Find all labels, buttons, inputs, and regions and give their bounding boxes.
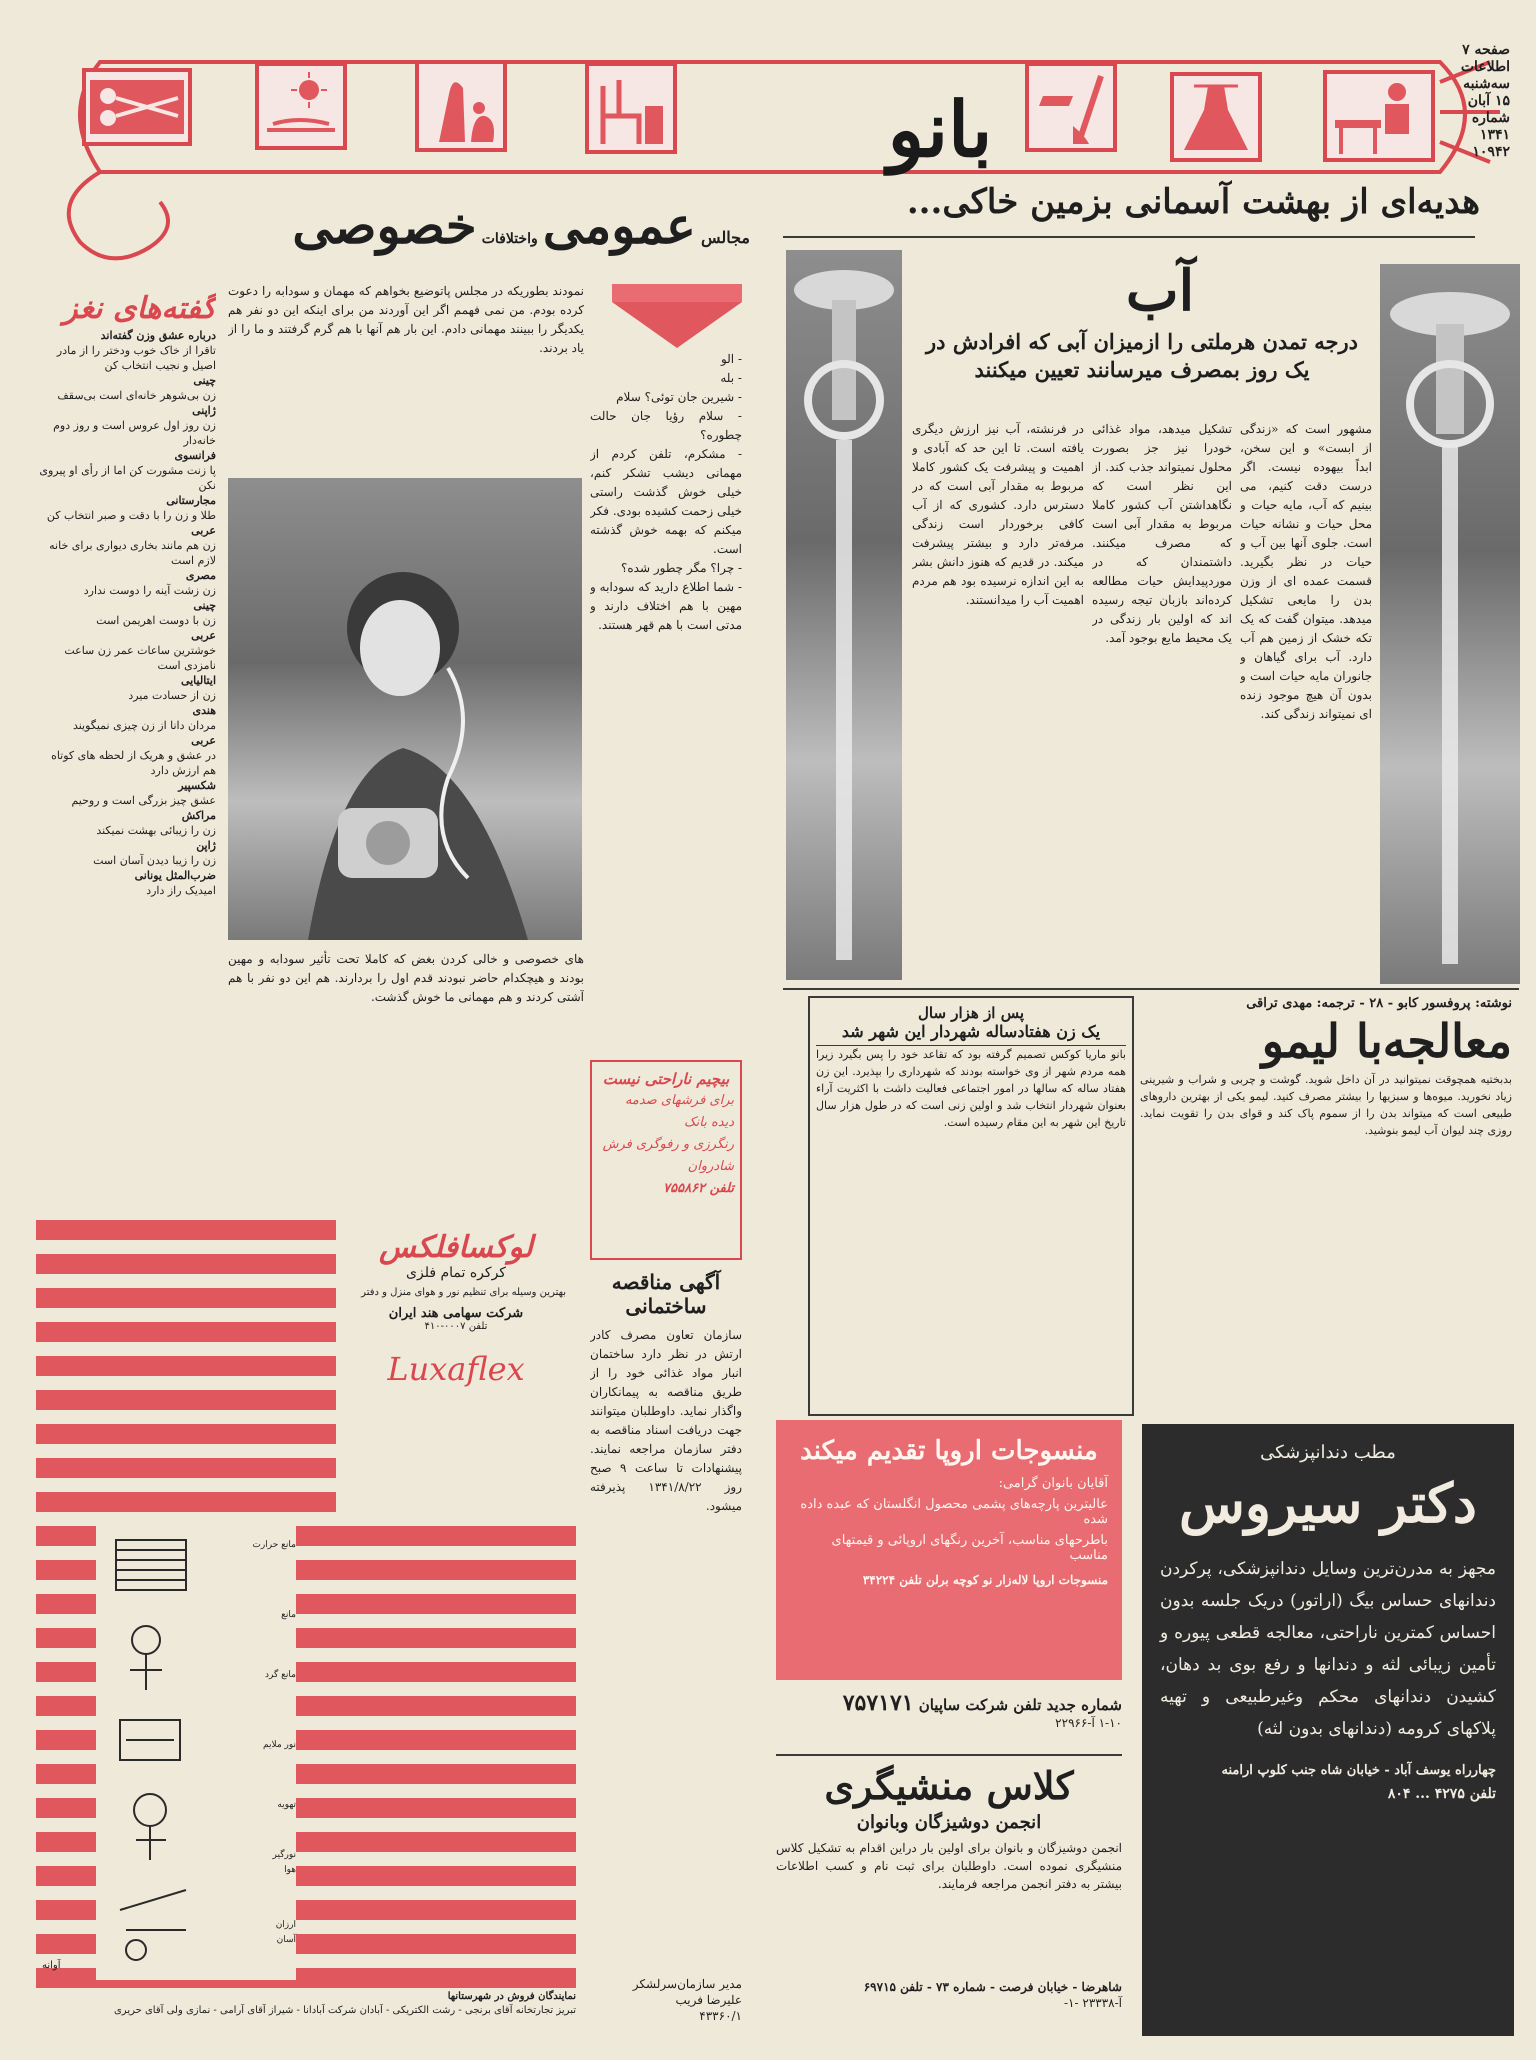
- mayor-title-1: پس از هزار سال: [917, 1004, 1024, 1022]
- luxaflex-caption: نور ملایم: [262, 1740, 296, 1750]
- saying-item: چینی زن با دوست اهریمن است: [96, 599, 216, 627]
- tender-subtitle: ساختمانی: [625, 1294, 707, 1318]
- tender-sign: مدیر سازمان‌سرلشکر علیرضا فریب ۴۳۳۶۰/۱: [632, 1977, 742, 2023]
- mayor-article: [808, 996, 1134, 1416]
- mayor-title-2: یک زن هفتادساله شهردار این شهر شد: [816, 1022, 1126, 1046]
- luxaflex-caption: تهویه: [277, 1800, 296, 1810]
- lemon-article: [1140, 996, 1512, 1416]
- luxaflex-caption: مانع حرارت: [252, 1540, 296, 1550]
- mayor-body: بانو ماریا کوکس تصمیم گرفته بود که تقاعد خود را پس بگیرد زیرا همه مردم شهر از وی خواسته بودند که شهرداری را بپذیرد. این زن هفتاد ساله که سالها در امور اجتماعی فعالیت داشت با اکثریت آراء بعنوان شهردار انتخاب شد و اولین زنی است که در طول هزار سال تاریخ این شهر به این مقام رسیده است.: [816, 1048, 1126, 1129]
- secretary-body: انجمن دوشیزگان و بانوان برای اولین بار دراین اقدام به تشکیل کلاس منشیگری نموده است. داوطلبان برای ثبت نام و کسب اطلاعات بیشتر به دفتر انجمن مراجعه فرمایند.: [776, 1841, 1122, 1891]
- issue-meta: صفحه ۷ اطلاعات سه‌شنبه ۱۵ آبان شماره ۱۳۴۱ ۱۰۹۴۲: [1460, 42, 1510, 160]
- saying-item: ایتالیایی زن از حسادت میرد: [128, 674, 216, 702]
- phone-notice: شماره جدید تلفن شرکت ساپیان ۷۵۷۱۷۱ ۱-۱۰ آ-۲۲۹۶۶: [776, 1690, 1122, 1756]
- tender-body: سازمان تعاون مصرف کادر ارتش در نظر دارد ساختمان انبار مواد غذائی خود را از طریق مناقصه به پیمانکاران واگذار نماید. داوطلبان میتوانند جهت دریافت اسناد مناقصه به دفتر سازمان مراجعه نمایند. پیشنهادات تا ساعت ۹ صبح روز ۱۳۴۱/۸/۲۲ پذیرفته میشود.: [590, 1328, 742, 1513]
- masthead-title: بانو: [887, 85, 993, 174]
- saying-item: ژاپنی زن روز اول عروس است و روز دوم خانه‌دار: [53, 404, 216, 447]
- telephone-woman-photo: [228, 478, 582, 940]
- pink-arrow-banner: [612, 284, 742, 302]
- dentist-ad: مطب دندانپزشکی دکتر سیروس مجهز به مدرن‌ترین وسایل دندانپزشکی، پرکردن دندانهای حساس بیگ (اراتور) دریک جلسه بدون احساس کمترین ناراحتی، معالجه قطعی پیوره و تأمین زیبائی لثه و دندانها و رفع بوی بد دهان، کشیدن دندانهای محکم وغیرطبیعی و تهیه پلاکهای کرومه (دندانهای بدون لثه) چهارراه یوسف آباد - خیابان شاه جنب کلوپ ارامنه تلفن ۴۲۷۵ ... ۸۰۴: [1142, 1424, 1514, 2036]
- secretary-footer: شاهرضا - خیابان فرصت - شماره ۷۳ - تلفن ۶۹۷۱۵ آ-۲۳۳۳۸ -۱-: [863, 1980, 1122, 2010]
- saying-item: شکسپیر عشق چیز بزرگی است و روحیم: [71, 779, 216, 807]
- sunbathing-icon: [255, 62, 347, 150]
- narrative-col-wide: های خصوصی و خالی کردن بغض که کاملا تحت تأثیر سودابه و مهین بودند و هیچکدام حاضر نبودند قدم اول را بردارند. هم این دو نفر با هم آشتی کردند و هم مهمانی ما خوش گذشت.: [228, 952, 584, 1004]
- saying-item: مصری زن زشت آینه را دوست ندارد: [83, 569, 216, 597]
- sayings-box: [36, 290, 216, 1195]
- sayings-list: [36, 328, 216, 898]
- water-title: آب: [1125, 258, 1195, 324]
- saying-item: عربی در عشق و هریک از لحظه های کوتاه هم ارزش دارد: [51, 734, 216, 777]
- saying-item: چینی زن بی‌شوهر خانه‌ای است بی‌سقف: [57, 374, 216, 402]
- header-small-2: واختلافات: [481, 231, 538, 247]
- secretary-subtitle: انجمن دوشیزگان وبانوان: [856, 1812, 1042, 1833]
- ironing-icon: [1025, 62, 1117, 152]
- divider: [783, 236, 1475, 238]
- saying-item: ضرب‌المثل یونانی امیدیک راز دارد: [134, 869, 216, 897]
- saying-item: عربی زن هم مانند بخاری دیواری برای خانه لازم است: [49, 524, 216, 567]
- narrative-col-left: - الو - بله - شیرین جان توئی؟ سلام - سلام رؤیا جان حالت چطوره؟ - مشکرم، تلفن کردم از مهمانی دیشب تشکر کنم، خیلی خوش گذشت راستی خیلی زحمت کشیده بودی. فکر میکنم که بهمه خوش گذشته است. - چرا؟ مگر چطور شده؟ - شما اطلاع دارید که سودابه و مهین با هم اختلاف دارند و مدتی است با هم قهر هستند.: [590, 352, 742, 632]
- lemon-byline: نوشته: پروفسور کابو - ۲۸ - ترجمه: مهدی تراقی: [1246, 996, 1512, 1011]
- saying-item: فرانسوی پا زنت مشورت کن اما از رأی او پیروی نکن: [39, 449, 216, 492]
- water-subtitle: درجه تمدن هرملتی را ازمیزان آبی که افرادش در یک روز بمصرف میرسانند تعیین میکنند: [926, 329, 1358, 382]
- secretary-title: کلاس منشیگری: [824, 1763, 1074, 1808]
- water-col-1: مشهور است که «زندگی از ابست» و این سخن، ابداً بیهوده نیست. اگر درست دقت کنیم، می بینیم که آب، مایه حیات و محل حیات و نشانه حیات است. جلوی آنها بین آب و حیات در نظر بگیرید. قسمت عمده ای از وزن بدن را مایعی تشکیل میدهد. میتوان گفت که یک تکه خشک از زمین هم آب دارد. آب برای گیاهان و جانوران مایه حیات است و بدون آن هیچ موجود زنده ای نمیتواند زندگی کند.: [1240, 422, 1372, 721]
- luxaflex-caption: مانع گرد: [265, 1670, 296, 1680]
- saying-item: عربی خوشترین ساعات عمر زن ساعت نامزدی است: [64, 629, 216, 672]
- dress-icon: [1170, 72, 1262, 162]
- luxaflex-info-panel: لوکسافلکس کرکره تمام فلزی بهترین وسیله برای تنظیم نور و هوای منزل و دفتر شرکت سهامی هند ایران تلفن ۰۰۰۷-۴۱۰ Luxaflex: [336, 1220, 576, 1520]
- saying-item: مراکش زن را زیبائی بهشت نمیکند: [96, 809, 216, 837]
- divider: [783, 988, 1519, 990]
- saying-item: درباره عشق وزن گفته‌اند تاقرا از خاک خوب ودختر را از مادر اصیل و نجیب انتخاب کن: [56, 329, 216, 372]
- saying-item: هندی مردان دانا از زن چیزی نمیگویند: [72, 704, 216, 732]
- woman-cat-icon: [415, 60, 507, 152]
- section-header: [230, 196, 750, 266]
- chair-woman-icon: [585, 62, 677, 154]
- red-carpet-ad: بیچیم ناراحتی نیست برای فرشهای صدمه دیده بانک رنگرزی و رفوگری فرش شادروان تلفن ۷۵۵۸۶۲: [590, 1060, 742, 1260]
- luxaflex-caption: هوا: [284, 1865, 296, 1875]
- luxaflex-ad: [36, 1220, 576, 2050]
- textile-ad: منسوجات اروپا تقدیم میکند آقایان بانوان گرامی: عالیترین پارچه‌های پشمی محصول انگلستان که عبده داده شده باطرحهای مناسب، آخرین رنگهای اروپائی و قیمتهای مناسب منسوجات اروپا لاله‌زار نو کوچه برلن تلفن ۳۴۲۲۴: [776, 1420, 1122, 1680]
- luxaflex-caption: ارزان: [275, 1920, 296, 1930]
- lemon-title: معالجه‌با لیمو: [1261, 1014, 1512, 1068]
- typist-icon: [1323, 70, 1435, 162]
- luxaflex-caption: نورگیر: [272, 1850, 296, 1860]
- pink-arrow-icon: [612, 302, 742, 348]
- water-headline: هدیه‌ای از بهشت آسمانی بزمین خاکی...: [906, 182, 1480, 222]
- tender-notice: [590, 1270, 742, 2060]
- header-big-2: خصوصی: [292, 196, 477, 255]
- lemon-body: بدبختیه همچوقت نمیتوانید در آن داخل شوید. گوشت و چربی و شراب و شیرینی زیاد نخورید. میوه‌ها و سبزیها را بیشتر مصرف کنید. لیمو یکی از بهترین داروهای طبیعی است که میتواند بدن را از سموم پاک کند و قوای بدن را تقویت نماید. روزی چند لیوان آب لیمو بنوشید.: [1140, 1073, 1512, 1137]
- luxaflex-caption: آسان: [276, 1935, 296, 1945]
- luxaflex-footer: نمایندگان فروش در شهرستانها تبریز تجارتخانه آقای برنجی - رشت الکتریکی - آبادان شرکت آبادانا - شیراز آقای آرامی - نمازی ولی آقای حریری: [113, 1991, 576, 2016]
- water-col-3: در فرنشته، آب نیز ارزش دیگری یافته است. تا این حد که آبادی و اهمیت و پیشرفت یک کشور کاملا مربوط به مقدار آبی است که در دسترس دارد. کشوری که از آب کافی برخوردار است زندگی مرفه‌تر دارد و بیشتر پیشرفت میکند. در قدیم که هنوز دانش بشر به این اندازه نرسیده بود هم مردم اهمیت آب را میدانستند.: [912, 422, 1084, 607]
- luxaflex-illustrations: [96, 1520, 296, 1980]
- saying-item: مجارستانی طلا و زن را با دقت و صبر انتخاب کن: [46, 494, 216, 522]
- narrative-col-right: نمودند بطوریکه در مجلس پاتوضیع بخواهم که مهمان و سودابه را دعوت کرده بودم. من نمی فهمم اگر این آوردند من برای اینکه این دو نفر هم یکدیگر را ببینند مهمانی دادم. این بار هم آنها با هم گرم گرفتند و ما را از یاد بردند.: [228, 284, 584, 355]
- faucet-photo-right: [1380, 264, 1520, 984]
- scissors-icon: [82, 68, 192, 146]
- tender-title: آگهی مناقصه: [611, 1270, 721, 1294]
- faucet-photo-left: [786, 250, 902, 980]
- saying-item: ژاپن زن را زیبا دیدن آسان است: [93, 839, 216, 867]
- secretary-ad: [776, 1760, 1122, 2040]
- luxaflex-signature: آوانه: [42, 1960, 61, 1971]
- water-col-2: تشکیل میدهد، مواد غذائی خودرا نیز جز بصورت محلول نمیتواند جذب کند. از این نظر است که نگاهداشتن آب کشور کاملا مربوط به مقدار آبی است که مصرف میکنند. داشتمندان که در موردپیدایش حیات مطالعه کرده‌اند بازبان تیجه رسیده اند که اولین بار زندگی در یک محیط مایع بوجود آمد.: [1092, 422, 1232, 645]
- header-small-1: مجالس: [700, 228, 750, 247]
- luxaflex-caption: مانع: [281, 1610, 296, 1620]
- cartoon-figures-icon: [106, 1530, 206, 1970]
- header-big-1: عمومی: [542, 196, 696, 255]
- sayings-title: گفته‌های نغز: [63, 291, 216, 326]
